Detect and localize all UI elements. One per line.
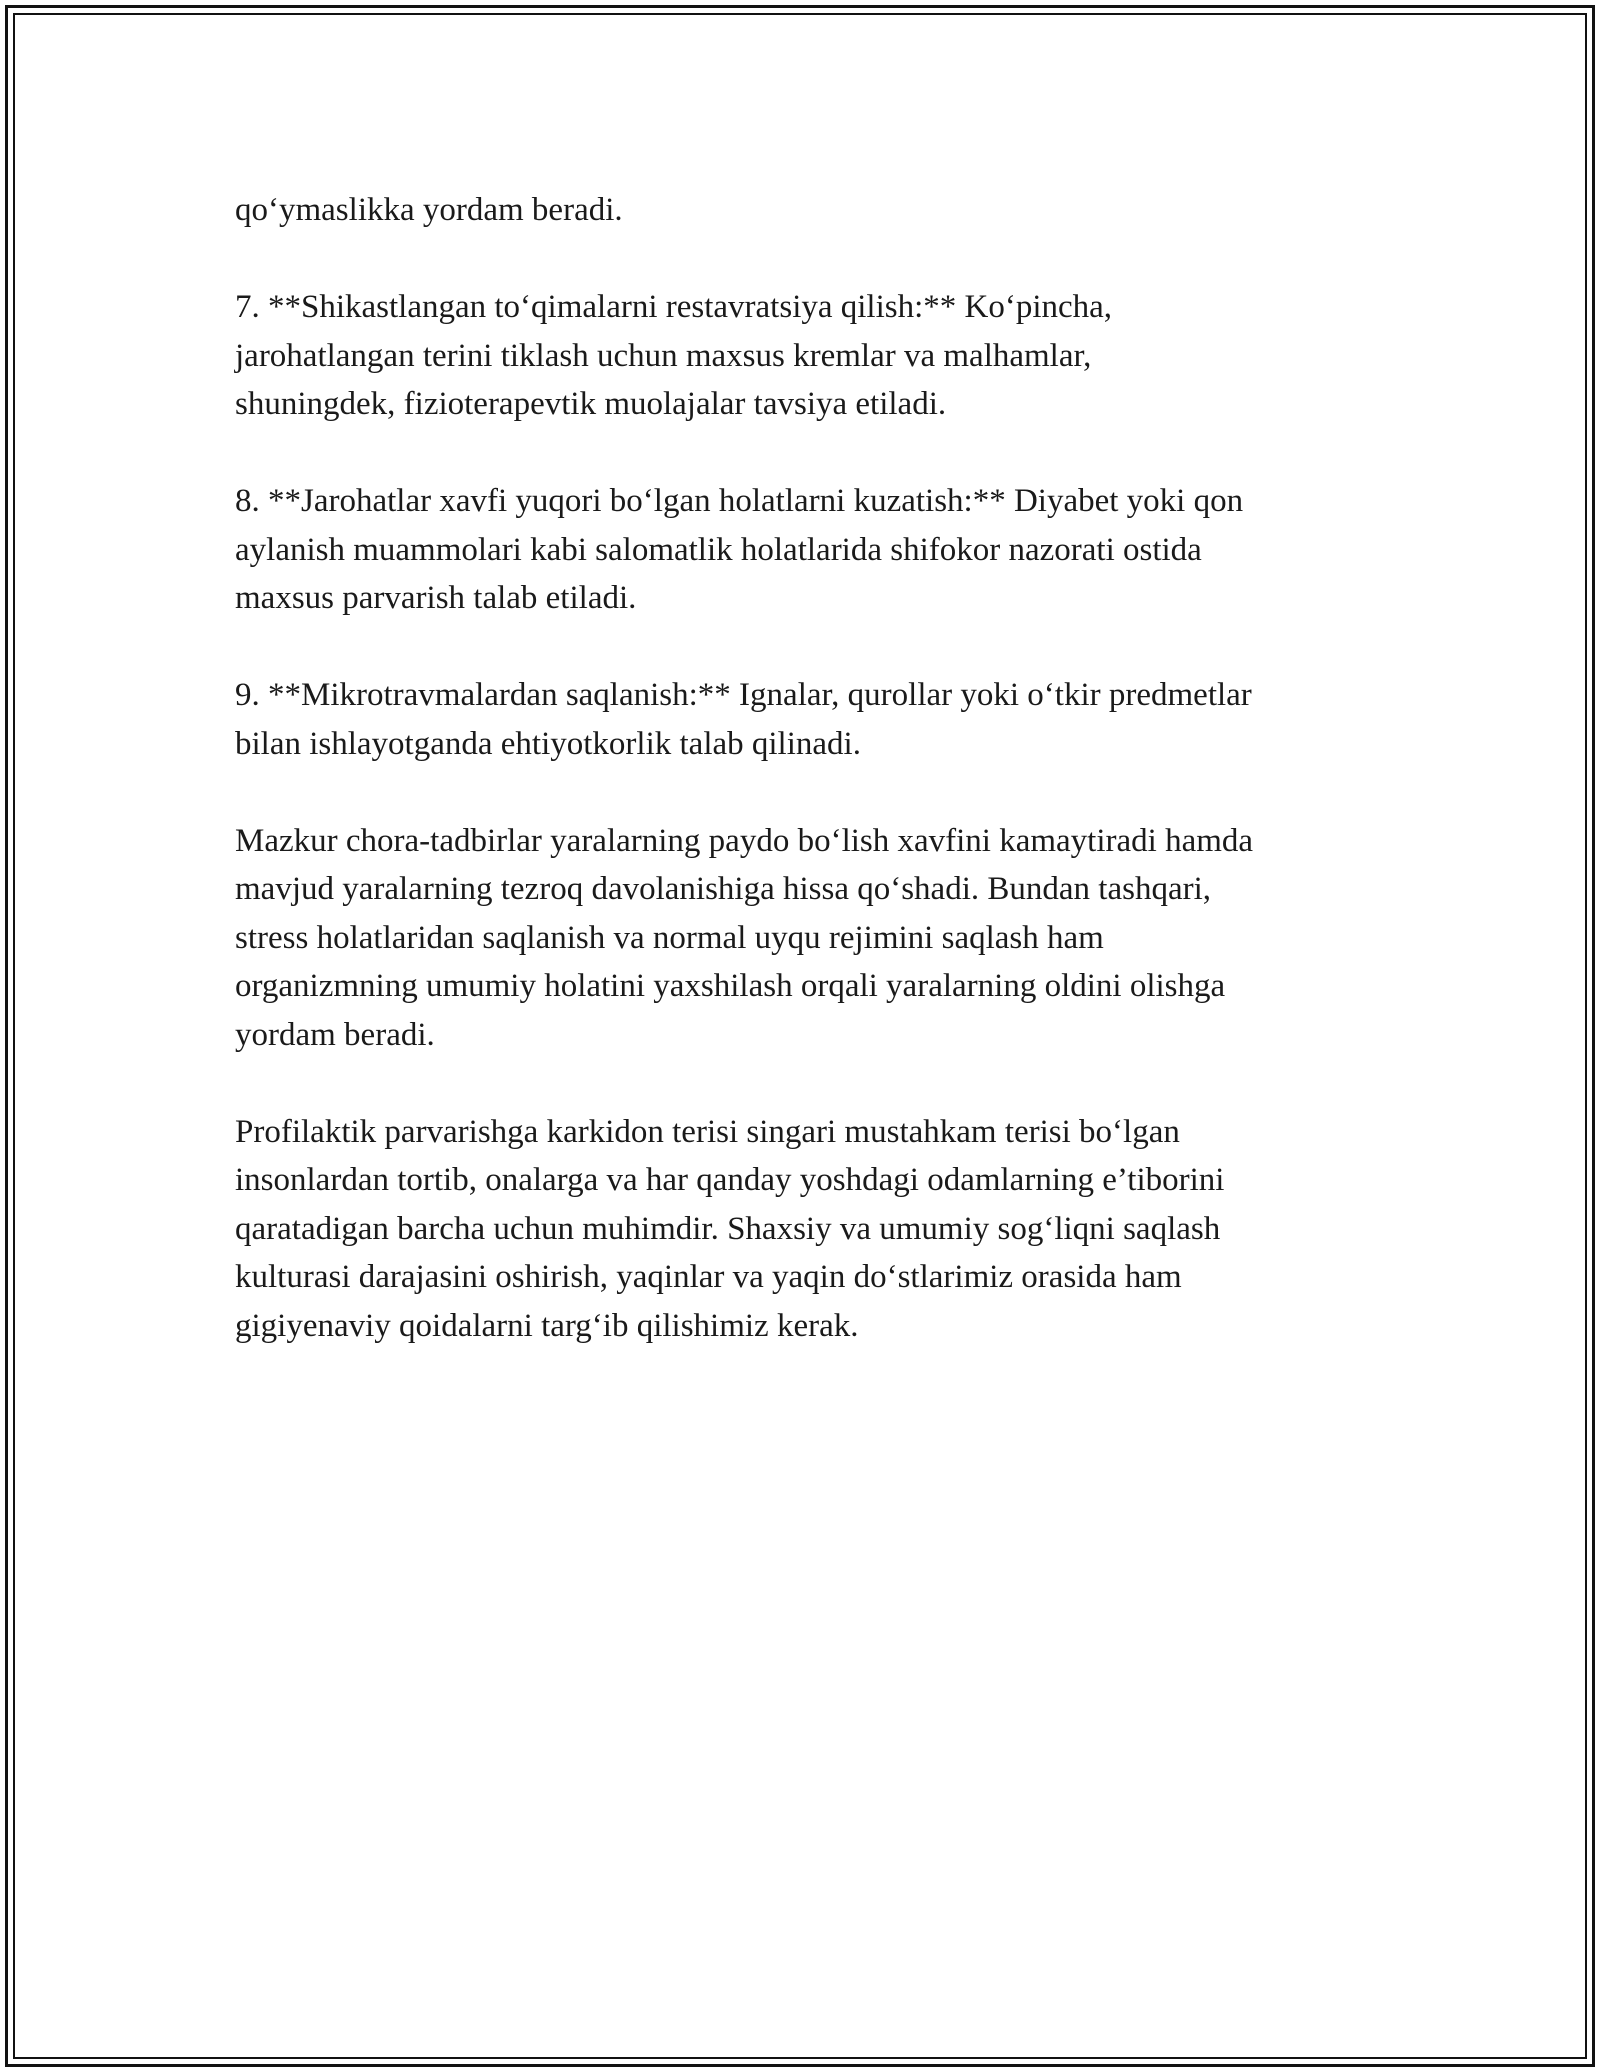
paragraph-conclusion: Profilaktik parvarishga karkidon terisi singari mustahkam terisi bo‘lgan insonlardan tortib, onalarga va har qanday yoshdagi odamlarning e’tiborini qaratadigan barcha uchun muhimdir. Shaxsiy va umumiy sog‘liqni saqlash kulturasi darajasini oshirish, yaqinlar va yaqin do‘stlarimiz orasida ham gigiyenaviy qoidalarni targ‘ib qilishimiz kerak. [235, 1113, 1225, 1344]
paragraph-item-7: 7. **Shikastlangan to‘qimalarni restavratsiya qilish:** Ko‘pincha, jarohatlangan terini tiklash uchun maxsus kremlar va malhamlar, shuningdek, fizioterapevtik muolajalar tavsiya etiladi. [235, 289, 1113, 422]
document-body [235, 186, 1375, 1399]
paragraph-summary: Mazkur chora-tadbirlar yaralarning paydo bo‘lish xavfini kamaytiradi hamda mavjud yaralarning tezroq davolanishiga hissa qo‘shadi. Bundan tashqari, stress holatlaridan saqlanish va normal uyqu rejimini saqlash ham organizmning umumiy holatini yaxshilash orqali yaralarning oldini olishga yordam beradi. [235, 822, 1254, 1053]
paragraph-item-9: 9. **Mikrotravmalardan saqlanish:** Ignalar, qurollar yoki o‘tkir predmetlar bilan ishlayotganda ehtiyotkorlik talab qilinadi. [235, 677, 1252, 762]
paragraph-continuation: qo‘ymaslikka yordam beradi. [235, 192, 623, 228]
paragraph-item-8: 8. **Jarohatlar xavfi yuqori bo‘lgan holatlarni kuzatish:** Diyabet yoki qon aylanish muammolari kabi salomatlik holatlarida shifokor nazorati ostida maxsus parvarish talab etiladi. [235, 483, 1244, 616]
